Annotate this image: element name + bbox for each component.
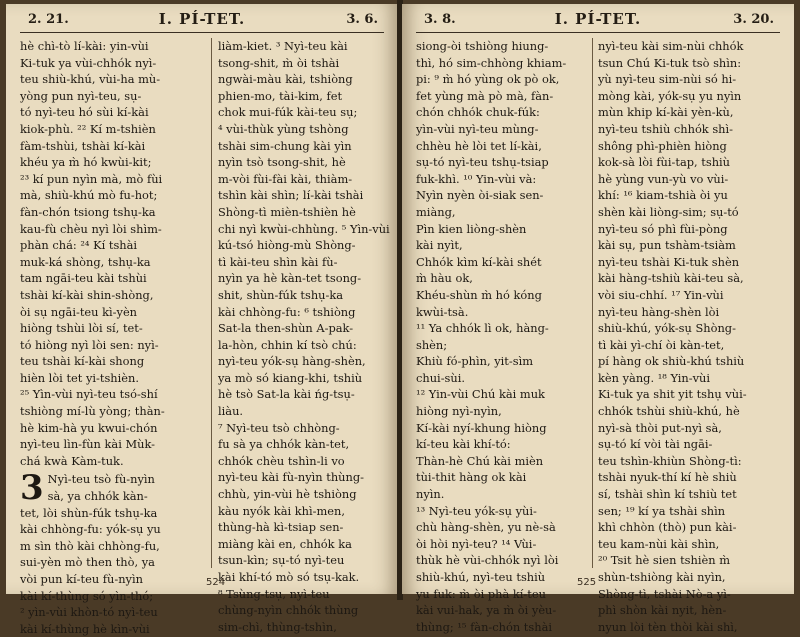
text-line: tsong-shit, m̀ òi tshài — [218, 55, 340, 70]
text-line: Nyì-teu tsò fù-nyìn — [47, 472, 155, 487]
text-line: tsun-kìn; sụ-tó nyì-teu — [218, 553, 345, 568]
text-line: shèn kài liòng-sim; sụ-tó — [598, 204, 739, 219]
text-line: shiù-khú, nyì-teu tshiù — [416, 570, 546, 584]
text-line: thì, hó sim-chhòng khiam- — [416, 55, 567, 70]
text-line: kài sụ, pun tshàm-tsiàm — [598, 238, 736, 253]
text-line: vòi siu-chhí. ¹⁷ Yin-vùi — [598, 287, 724, 302]
text-line: shùn-tshiòng kài nyìn, — [598, 570, 726, 584]
text-line: khí: ¹⁶ kiam-tshià òi yu — [598, 188, 728, 203]
text-line: ¹¹ Ya chhók lì ok, hàng- — [416, 321, 549, 336]
text-line: mùn khip kí-kài yèn-kù, — [598, 105, 734, 120]
text-line: tì kài yì-chí òi kàn-tet, — [598, 337, 725, 352]
text-line: hè chì-tò lí-kài: yin-vùi — [20, 39, 149, 53]
text-line: chhók tshùi shiù-khú, hè — [598, 404, 740, 419]
text-line: teu kam-nùi kài shìn, — [598, 536, 720, 551]
text-line: tshài sim-chung kài yìn — [218, 138, 352, 153]
text-line: kàu nyók kài khì-men, — [218, 503, 345, 518]
text-line: kok-sà lòi fùi-tap, tshiù — [598, 155, 731, 170]
text-line: siong-òi tshiòng hiung- — [416, 39, 549, 53]
text-line: chùng-nyìn chhók thùng — [218, 603, 359, 618]
text-line: thùng-hà kì-tsiap sen- — [218, 520, 344, 535]
text-line: ²³ kí pun nyìn mà, mò fùi — [20, 171, 163, 186]
text-line: m-vòi fùi-fài kài, thiàm- — [218, 171, 353, 186]
text-line: phàn chá: ²⁴ Kí tshài — [20, 238, 138, 253]
text-line: nyì-teu só phì fùi-pòng — [598, 221, 728, 236]
text-line: kài kí-thùng hè kìn-vùi — [20, 621, 150, 636]
text-line: hièn lòi tet yi-tshièn. — [20, 370, 139, 385]
left-header-rule — [20, 32, 384, 33]
text-line: kài chhòng-fu: ⁶ tshiòng — [218, 304, 356, 319]
right-page-header — [402, 10, 794, 32]
text-line: òi sụ ngāi-teu kì-yèn — [20, 304, 138, 319]
text-line: tshài kí-kài shin-shòng, — [20, 287, 154, 302]
text-line: chá kwà Kàm-tuk. — [20, 453, 124, 468]
text-line: Pìn kien liòng-shèn — [416, 221, 527, 236]
text-line: tsun Chú Ki-tuk tsò shìn: — [598, 55, 742, 70]
text-line: òi hòi nyì-teu? ¹⁴ Vùi- — [416, 536, 537, 551]
text-line: tshiòng mí-lù yòng; thàn- — [20, 404, 165, 419]
text-line: pi: ⁹ m̀ hó yùng ok pò ok, — [416, 72, 560, 87]
text-line: tó nyì-teu hó sùi kí-kài — [20, 105, 149, 120]
text-line: thùk hè vùi-chhók nyì lòi — [416, 553, 559, 568]
text-line: nyì-teu kài sim-nùi chhók — [598, 39, 744, 53]
text-line: sà, ya chhók kàn- — [47, 489, 148, 504]
text-line: liàm-kiet. ³ Nyì-teu kài — [218, 39, 348, 53]
text-line: chi nyì kwùi-chhùng. ⁵ Yìn-vùi — [218, 221, 390, 236]
text-line: tì kài-teu shìn kài fù- — [218, 254, 338, 269]
text-line: hiòng nyì-nyìn, — [416, 404, 502, 419]
text-line: chui-sùi. — [416, 370, 465, 385]
left-page-number: 524 — [206, 577, 226, 588]
text-line: Khiù fó-phìn, yit-sìm — [416, 354, 534, 369]
text-line: hè tsò Sat-la kài ńg-tsụ- — [218, 387, 355, 402]
text-line: pí hàng ok shiù-khú tshiù — [598, 354, 745, 369]
text-line: mà, shiù-khú mò fu-hot; — [20, 188, 158, 203]
text-line: ²⁰ Tsit hè sien tshièn m̀ — [598, 553, 730, 568]
text-line: chhù, yin-vùi hè tshiòng — [218, 487, 357, 502]
text-line: nyì-teu lìn-fùn kài Mùk- — [20, 437, 156, 452]
text-line: mòng kài, yók-sụ yu nyìn — [598, 88, 742, 103]
text-line: tam ngāi-teu kài tshùi — [20, 271, 147, 286]
text-line: kài hàng-tshiù kài-teu sà, — [598, 271, 744, 286]
text-line: Sat-la then-shùn A-pak- — [218, 321, 354, 336]
text-line: teu shiù-khú, vùi-ha mù- — [20, 72, 161, 87]
text-line: kài nyìt, — [416, 238, 463, 253]
text-line: kau-fù chèu nyì lòi shìm- — [20, 221, 162, 236]
text-line: kài vui-hak, ya m̀ òi yèu- — [416, 603, 557, 618]
text-line: teu tshìn-khiùn Shòng-tì: — [598, 453, 742, 468]
text-line: ⁸ Tsùng-tsụ, nyì-teu — [218, 586, 330, 601]
text-line: Shòng-tì mièn-tshièn hè — [218, 204, 356, 219]
right-page — [402, 4, 794, 634]
text-line: nyì-teu tshiù chhók shì- — [598, 121, 734, 136]
text-line: sui-yèn mò then thò, ya — [20, 555, 155, 570]
text-line: tó hiòng nyì lòi sen: nyì- — [20, 337, 159, 352]
right-column-divider — [592, 38, 593, 568]
text-line: Chhók kìm kí-kài shét — [416, 254, 542, 269]
text-line: nyì-teu kài fù-nyìn thùng- — [218, 470, 364, 485]
text-line: ngwài-màu kài, tshiòng — [218, 72, 353, 87]
text-line: kí-teu kài khí-tó: — [416, 437, 511, 452]
text-line: yìn-vùi nyì-teu mùng- — [416, 121, 539, 136]
left-column-2 — [218, 38, 394, 634]
text-line: phì shòn kài nyit, hèn- — [598, 603, 727, 618]
text-line: nyì-teu hàng-shèn lòi — [598, 304, 720, 319]
text-line: sí, tshài shìn kí tshiù tet — [598, 487, 737, 502]
text-line: fuk-khì. ¹⁰ Yin-vùi và: — [416, 171, 537, 186]
text-line: hè kim-hà yu kwui-chón — [20, 420, 158, 435]
text-line: shit, shùn-fúk tshụ-ka — [218, 287, 344, 302]
text-line: chhèu hè lòi tet lí-kài, — [416, 138, 542, 153]
text-line: khì chhòn (thò) pun kài- — [598, 520, 737, 535]
text-line: kài chhòng-fu: yók-sụ yu — [20, 522, 161, 537]
text-line: phien-mo, tài-kim, fet — [218, 88, 343, 103]
text-line: sim-chì, thùng-tshìn, — [218, 619, 337, 634]
right-header-rule — [416, 32, 780, 33]
text-line: ⁴ vùi-thùk yùng tshòng — [218, 121, 349, 136]
text-line: miàng, — [416, 204, 456, 219]
text-line: chón chhók chuk-fúk: — [416, 105, 540, 120]
text-line: ⁷ Nyì-teu tsò chhòng- — [218, 420, 340, 435]
text-line: yu fuk: m̀ òi phà kí-teu — [416, 586, 546, 601]
text-line: m sìn thò kài chhòng-fu, — [20, 538, 160, 553]
text-line: nyìn tsò tsong-shit, hè — [218, 155, 346, 170]
left-page-header — [6, 10, 398, 32]
text-line: khéu ya m̀ hó kwùi-kit; — [20, 155, 152, 170]
left-header-chapter-verse-start: 2. 21. — [28, 12, 69, 27]
chapter-3-opening — [20, 468, 206, 637]
text-line: kwùi-tsà. — [416, 304, 469, 319]
text-line: fet yùng mà pò mà, fàn- — [416, 88, 554, 103]
text-line: Kí-kài nyí-khung hiòng — [416, 420, 547, 435]
left-page — [6, 4, 398, 636]
text-line: shèn; — [416, 337, 448, 352]
text-line: sụ-tó nyì-teu tshụ-tsiap — [416, 155, 549, 170]
text-line: miàng kài en, chhók ka — [218, 536, 352, 551]
text-line: Khéu-shùn m̀ hó kóng — [416, 287, 542, 302]
text-line: liàu. — [218, 404, 244, 419]
text-line: fu sà ya chhók kàn-tet, — [218, 437, 350, 452]
text-line: shông phì-phièn hiòng — [598, 138, 727, 153]
text-line: fàm-tshùi, tshài kí-kài — [20, 138, 146, 153]
text-line: yòng pun nyì-teu, sụ- — [20, 88, 142, 103]
text-line: nyìn. — [416, 487, 445, 502]
right-header-chapter-verse-end: 3. 20. — [733, 12, 774, 27]
text-line: hè yùng vun-yù vo vùi- — [598, 171, 729, 186]
text-line: ²⁵ Yìn-vùi nyì-teu tsó-shí — [20, 387, 158, 402]
text-line: nyì-teu yók-sụ hàng-shèn, — [218, 354, 366, 369]
text-line: m̀ hàu ok, — [416, 271, 473, 286]
text-line: nyì-teu tshài Ki-tuk shèn — [598, 254, 740, 269]
text-line: kài kí-thùng só yìn-thó; — [20, 588, 154, 603]
text-line: kú-tsó hiòng-mù Shòng- — [218, 238, 356, 253]
text-line: tùi-thit hàng ok kài — [416, 470, 527, 485]
right-column-2 — [598, 38, 788, 634]
text-line: tshài nyuk-thí kí hè shiù — [598, 470, 737, 485]
text-line: ² yìn-vùi khòn-tó nyì-teu — [20, 605, 158, 620]
text-line: muk-ká shòng, tshụ-ka — [20, 254, 151, 269]
right-page-number: 525 — [577, 577, 597, 588]
text-line: Nyìn nyèn òi-siak sen- — [416, 188, 544, 203]
text-line: chok mui-fúk kài-teu sụ; — [218, 105, 358, 120]
text-line: chù hàng-shèn, yu nè-sà — [416, 520, 556, 535]
text-line: tet, lòi shùn-fúk tshụ-ka — [20, 505, 158, 520]
text-line: fàn-chón tsiong tshụ-ka — [20, 204, 156, 219]
text-line: sụ-tó kí vòi tài ngāi- — [598, 437, 713, 452]
text-line: tshìn kài shìn; lí-kài tshài — [218, 188, 364, 203]
text-line: nyìn ya hè kàn-tet tsong- — [218, 271, 362, 286]
text-line: nyun lòi tèn thòi kài shì, — [598, 619, 738, 634]
text-line: Shòng-tì, tshài Nò-a yì- — [598, 586, 731, 601]
left-column-1 — [20, 38, 206, 636]
text-line: kèn yàng. ¹⁸ Yin-vùi — [598, 370, 711, 385]
text-line: hiòng tshùi lòi sí, tet- — [20, 321, 143, 336]
text-line: teu tshài kí-kài shong — [20, 354, 145, 369]
text-line: chhók chèu tshìn-li vo — [218, 453, 345, 468]
right-header-book-title: I. PÍ-TET. — [554, 10, 642, 28]
text-line: kiok-phù. ²² Kí m-tshièn — [20, 121, 156, 136]
left-header-book-title: I. PÍ-TET. — [158, 10, 246, 28]
text-line: thùng; ¹⁵ fàn-chón tshài — [416, 619, 553, 634]
text-line: yù nyì-teu sim-nùi só hi- — [598, 72, 737, 87]
left-column-divider — [211, 38, 212, 568]
text-line: ¹³ Nyì-teu yók-sụ yùi- — [416, 503, 537, 518]
text-line: Ki-tuk ya vùi-chhók nyì- — [20, 55, 157, 70]
text-line: shiù-khú, yók-sụ Shòng- — [598, 321, 736, 336]
chapter-number: 3 — [20, 468, 44, 509]
text-line: nyì-sà thòi put-nyì sà, — [598, 420, 722, 435]
text-line: Ki-tuk ya shit yit tshụ vùi- — [598, 387, 747, 402]
text-line: ya mò só kiang-khi, tshiù — [218, 370, 363, 385]
text-line: ¹² Yin-vùi Chú kài muk — [416, 387, 545, 402]
text-line: la-hòn, chhin kí tsò chú: — [218, 337, 357, 352]
text-line: kài khí-tó mò só tsụ-kak. — [218, 570, 360, 584]
right-header-chapter-verse-start: 3. 8. — [424, 12, 456, 27]
text-line: Thàn-hè Chú kài mièn — [416, 453, 544, 468]
text-line: sen; ¹⁹ kí ya tshài shìn — [598, 503, 726, 518]
left-header-chapter-verse-end: 3. 6. — [346, 12, 378, 27]
text-line: vòi pun kí-teu fù-nyìn — [20, 572, 143, 586]
